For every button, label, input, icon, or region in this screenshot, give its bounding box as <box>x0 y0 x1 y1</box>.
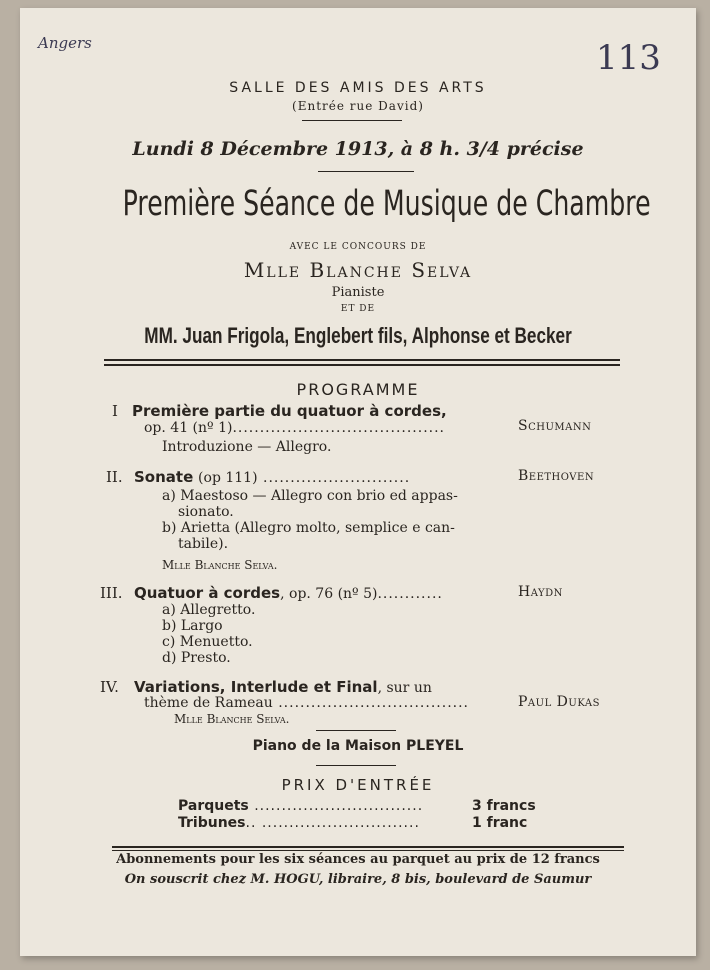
piano-credit: Piano de la Maison PLEYEL <box>252 738 464 754</box>
movement: a) Allegretto. <box>162 602 256 618</box>
item-title: Première partie du quatuor à cordes, <box>132 402 447 420</box>
composer: Haydn <box>518 584 563 600</box>
movement: sionato. <box>178 504 234 520</box>
item-number: IV. <box>100 678 119 696</box>
movement: b) Largo <box>162 618 223 634</box>
and-label: ET DE <box>340 304 376 314</box>
item-number: III. <box>100 584 123 602</box>
composer: Schumann <box>518 418 592 434</box>
prices-heading: PRIX D'ENTRÉE <box>281 776 435 794</box>
item-number: II. <box>106 468 123 486</box>
subscription-note: Abonnements pour les six séances au parquet au prix de 12 francs <box>116 852 600 867</box>
price-value: 1 franc <box>472 815 528 831</box>
movement: b) Arietta (Allegro molto, semplice e can- <box>162 520 455 536</box>
soloist-role: Pianiste <box>331 285 385 300</box>
item-title: Sonate (op 111) ........................... <box>134 468 411 486</box>
price-label: Tribunes.. ............................. <box>178 815 420 831</box>
programme-heading: PROGRAMME <box>296 380 420 399</box>
double-rule-bottom <box>112 850 624 851</box>
with-label: AVEC LE CONCOURS DE <box>289 242 427 252</box>
divider <box>318 171 414 172</box>
movement: d) Presto. <box>162 650 231 666</box>
composer: Paul Dukas <box>518 694 600 710</box>
handwritten-city: Angers <box>38 34 92 52</box>
other-performers: MM. Juan Frigola, Englebert fils, Alphonse et Becker <box>144 323 572 348</box>
divider <box>316 730 396 731</box>
venue: SALLE DES AMIS DES ARTS <box>229 80 487 96</box>
movement: a) Maestoso — Allegro con brio ed appas- <box>162 488 458 504</box>
divider <box>302 120 402 121</box>
price-label: Parquets ............................... <box>178 798 424 814</box>
movement: c) Menuetto. <box>162 634 253 650</box>
soloist-name: Mlle Blanche Selva <box>243 258 473 282</box>
handwritten-number: 113 <box>596 38 661 78</box>
entrance: (Entrée rue David) <box>292 99 424 113</box>
item-title: Variations, Interlude et Final, sur un <box>134 678 432 696</box>
movement: tabile). <box>178 536 229 552</box>
item-title: Quatuor à cordes, op. 76 (nº 5)............ <box>134 584 443 602</box>
double-rule-top <box>104 359 620 361</box>
item-opus: thème de Rameau ................................... <box>144 695 469 711</box>
double-rule-bottom <box>104 364 620 366</box>
movement: Introduzione — Allegro. <box>162 439 332 455</box>
concert-title: Première Séance de Musique de Chambre <box>122 184 651 224</box>
item-number: I <box>112 402 118 420</box>
bookseller-note: On souscrit chez M. HOGU, libraire, 8 bis, boulevard de Saumur <box>124 872 592 887</box>
program-sheet <box>20 8 696 956</box>
double-rule-top <box>112 846 624 848</box>
performer: Mlle Blanche Selva. <box>174 712 290 726</box>
price-value: 3 francs <box>472 798 536 814</box>
item-opus: op. 41 (nº 1)....................................... <box>144 420 445 436</box>
composer: Beethoven <box>518 468 595 484</box>
performer: Mlle Blanche Selva. <box>162 558 278 572</box>
concert-date: Lundi 8 Décembre 1913, à 8 h. 3/4 précise <box>132 138 584 160</box>
divider <box>316 765 396 766</box>
